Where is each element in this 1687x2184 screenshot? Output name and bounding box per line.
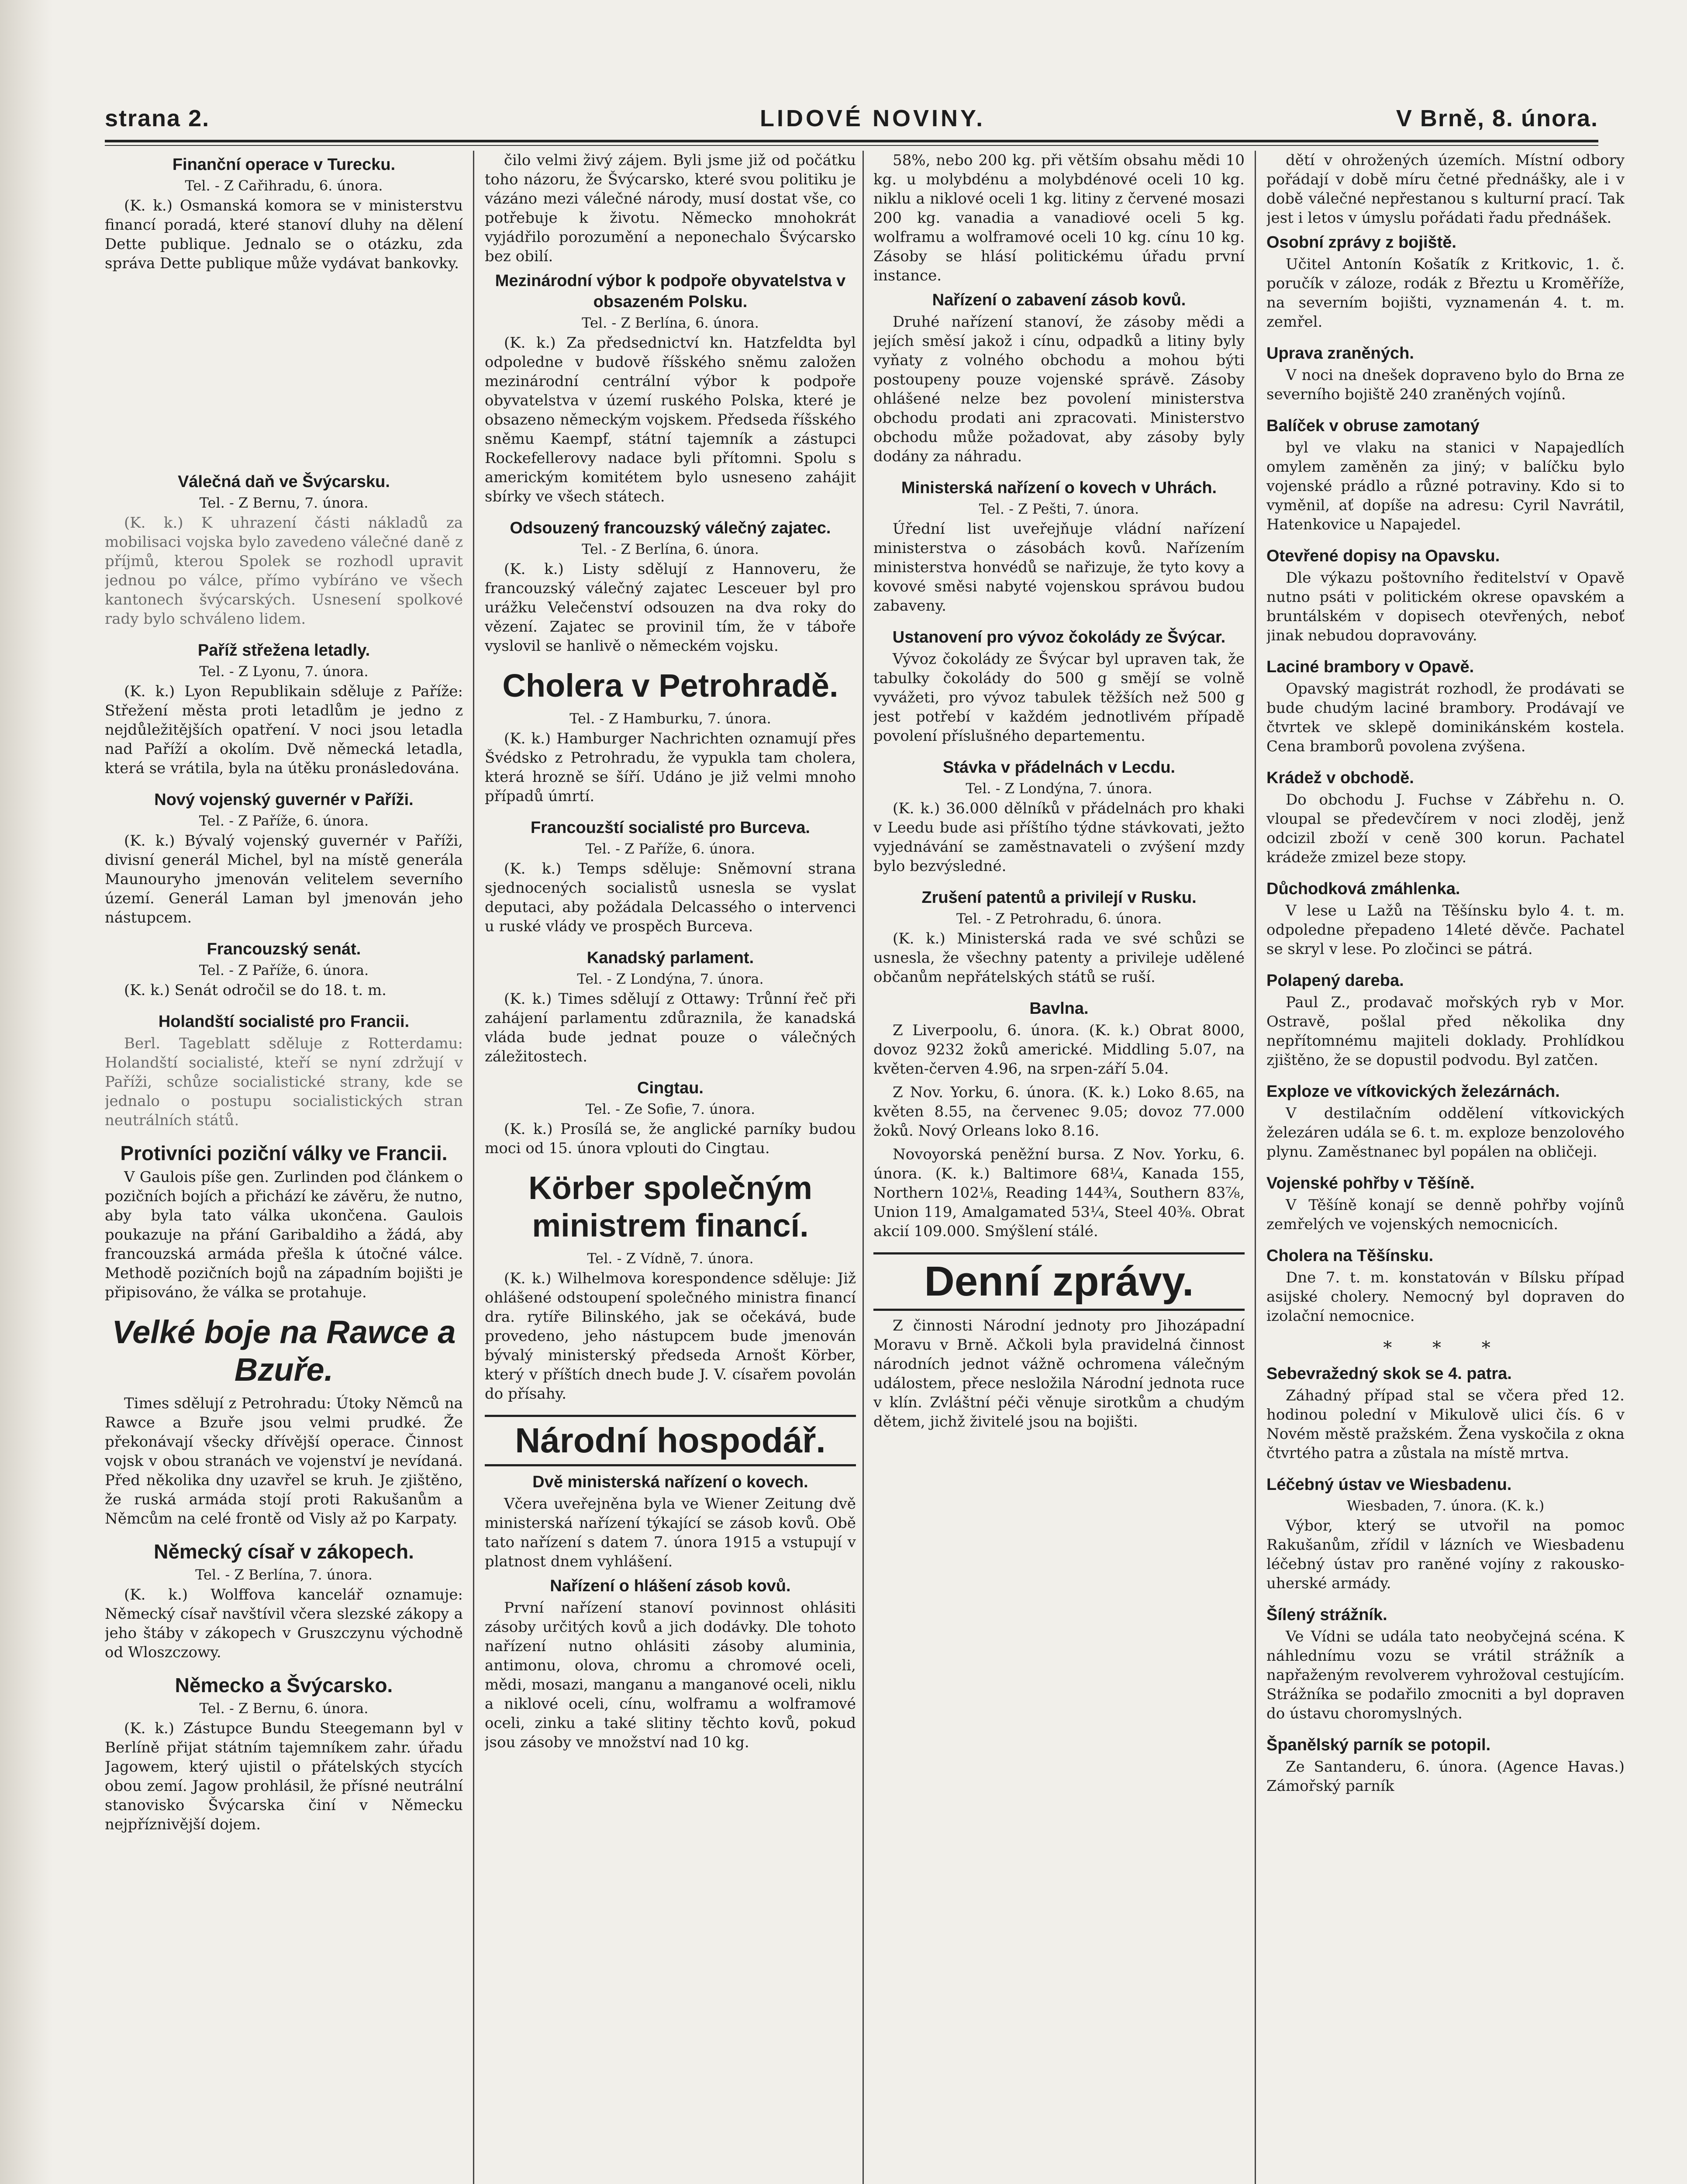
article <box>105 789 463 927</box>
news-text: V Těšíně konají se denně pohřby vojínů zemřelých ve vojenských nemocnicích. <box>1266 1196 1625 1233</box>
article <box>485 518 856 656</box>
article-title: Cingtau. <box>637 1079 704 1097</box>
news-text: V noci na dnešek dopraveno bylo do Brna ze severního bojiště 240 zraněných vojínů. <box>1266 366 1625 403</box>
article-subtitle: Nařízení o hlášení zásob kovů. <box>550 1577 791 1595</box>
article-text: Novoyorská peněžní bursa. Z Nov. Yorku, 6. února. (K. k.) Baltimore 68¼, Kanada 155, Northern 102⅛, Reading 144¾, Southern 83⅞, Union 119, Amalgamated 53¼, Steel 40⅜. Obrat akcií 109.000. Smýšlení stálé. <box>873 1146 1245 1240</box>
article-dateline: Tel. - Z Vídně, 7. února. <box>587 1250 754 1267</box>
section <box>485 1415 856 1752</box>
article <box>105 154 463 273</box>
article-title: Stávka v přádelnách v Lecdu. <box>942 758 1176 777</box>
article-title: Holandští socialisté pro Francii. <box>158 1013 410 1031</box>
article <box>105 1011 463 1130</box>
news-text: Opavský magistrát rozhodl, že prodávati se bude chudým laciné brambory. Prodávají ve čtvrtek ve sklepě dominikánském kostela. Cena bramborů povolena zvýšena. <box>1266 680 1625 755</box>
article-text: (K. k.) Hamburger Nachrichten oznamují přes Švédsko z Petrohradu, že vypukla tam cholera, která hrozně se šíří. Udáno je již velmi mnoho případů úmrtí. <box>485 730 856 805</box>
blank-space <box>105 284 463 468</box>
article-text: (K. k.) Times sdělují z Ottawy: Trůnní řeč při zahájení parlamentu zdůraznila, že kanadská vláda bude jednat pouze o válečných záležitostech. <box>485 990 856 1065</box>
news-title: Polapený dareba. <box>1266 971 1404 990</box>
article-text: (K. k.) Wilhelmova korespondence sděluje: Již ohlášené odstoupení společného ministra financí dra. rytíře Bilinského, jak se očekává, bude provedeno, jeho nástupcem bude jmenován bývalý ministerský předseda Arnošt Körber, který v příštích dnech bude J. V. císařem povolán do přísahy. <box>485 1270 856 1403</box>
news-item <box>1266 767 1625 867</box>
news-title: Šílený strážník. <box>1266 1606 1387 1624</box>
article <box>105 1540 463 1662</box>
section <box>873 1252 1245 1431</box>
article-dateline: Tel. - Z Paříže, 6. února. <box>199 962 369 978</box>
column-divider <box>1255 151 1256 2184</box>
article-dateline: Tel. - Z Londýna, 7. února. <box>966 780 1152 797</box>
news-title: Balíček v obruse zamotaný <box>1266 417 1480 435</box>
article <box>485 947 856 1066</box>
article-title: Mezinárodní výbor k podpoře obyvatelstva v obsazeném Polsku. <box>495 272 846 311</box>
news-title: Otevřené dopisy na Opavsku. <box>1266 547 1500 565</box>
news-item <box>1266 1735 1625 1796</box>
column-4 <box>1266 151 1625 2184</box>
article-title: Ustanovení pro vývoz čokolády ze Švýcar. <box>892 628 1226 646</box>
article-title: Německo a Švýcarsko. <box>175 1674 393 1697</box>
article-title: Finanční operace v Turecku. <box>172 156 396 174</box>
header-rule <box>105 140 1598 142</box>
news-text: Učitel Antonín Košatík z Kritkovic, 1. č. poručík v záloze, rodák z Březtu u Kroměříže, na severním bojišti, vyznamenán 4. t. m. zemřel. <box>1266 256 1625 331</box>
news-item <box>1266 970 1625 1070</box>
article-title: Nařízení o zabavení zásob kovů. <box>932 291 1186 309</box>
article-text: Včera uveřejněna byla ve Wiener Zeitung dvě ministerská nařízení týkající se zásob kovů. Obě tato nařízení s datem 7. února 1915 a vstupují v platnost dnem vyhlášení. <box>485 1495 856 1570</box>
article <box>873 887 1245 987</box>
article-title: Bavlna. <box>1029 999 1089 1018</box>
news-title: Sebevražedný skok se 4. patra. <box>1266 1365 1512 1383</box>
news-text: Dle výkazu poštovního ředitelství v Opavě nutno psáti v politickém okrese opavském a bruntálském v dopisech otevřených, neboť jinak nebudou dopravovány. <box>1266 569 1625 644</box>
header-rule-thin <box>105 145 1598 146</box>
article <box>485 667 856 806</box>
article-title: Cholera v Petrohradě. <box>502 667 838 704</box>
article <box>873 627 1245 746</box>
section-title: Denní zprávy. <box>873 1252 1245 1311</box>
newspaper-title: LIDOVÉ NOVINY. <box>760 105 986 131</box>
news-item <box>1266 415 1625 534</box>
article-text: Berl. Tageblatt sděluje z Rotterdamu: Holandští socialisté, kteří se nyní zdržují v Paříži, schůze socialistické strany, kde se jednalo o postupu socialistických stran neutrálních států. <box>105 1035 463 1129</box>
news-text: byl ve vlaku na stanici v Napajedlích omylem zaměněn za jiný; v balíčku bylo vojenské prádlo a různé potraviny. Kdo si to vyměnil, ať dopíše na adresu: Cyril Navrátil, Hatenkovice u Napajedel. <box>1266 439 1625 533</box>
article-dateline: Tel. - Z Cařihradu, 6. února. <box>185 177 383 194</box>
article <box>105 1673 463 1834</box>
article-title: Dvě ministerská nařízení o kovech. <box>532 1473 808 1491</box>
article-text: (K. k.) Zástupce Bundu Steegemann byl v Berlíně přijat státním tajemníkem zahr. úřadu Jagowem, který ujistil o přátelských stycích obou zemí. Jagow prohlásil, že přísné neutrální stanovisko Švýcarska činí v Německu nejpříznivější dojem. <box>105 1720 463 1833</box>
news-text: V lese u Lažů na Těšínsku bylo 4. t. m. odpoledne přepadeno 14leté děvče. Pachatel se skryl v lese. Po zločinci se pátrá. <box>1266 902 1625 958</box>
article-text: (K. k.) 36.000 dělníků v přádelnách pro khaki v Leedu bude asi příštího týdne stávkovati, ježto vyjednávání se zaměstnavateli o zvýšení mzdy bylo bezvýsledné. <box>873 800 1245 875</box>
news-item <box>1266 343 1625 404</box>
article-text: (K. k.) Lyon Republikain sděluje z Paříže: Střežení města proti letadlům je jedno z nejdůležitějších opatření. V noci jsou letadla nad Paříží a okolím. Dvě německá letadla, která se vrátila, byla na útěku pronásledována. <box>105 683 463 777</box>
article-title: Odsouzený francouzský válečný zajatec. <box>510 519 831 537</box>
news-text: Dne 7. t. m. konstatován v Bílsku případ asijské cholery. Nemocný byl dopraven do izolační nemocnice. <box>1266 1269 1625 1325</box>
news-item <box>1266 657 1625 756</box>
column-1 <box>105 151 463 2184</box>
article-continuation: dětí v ohrožených územích. Místní odbory pořádají v době míru četné přednášky, ale i v době válečné nepřestanou s kulturní prací. Tak jest i letos v úmyslu pořádati řadu přednášek. <box>1266 152 1625 227</box>
article-text: (K. k.) Ministerská rada ve své schůzi se usnesla, že všechny patenty a privileje udělené občanům nepřátelských států se ruší. <box>873 930 1245 986</box>
column-divider <box>473 151 474 2184</box>
article-title: Körber společným ministrem financí. <box>528 1170 812 1244</box>
news-item <box>1266 878 1625 959</box>
article-title: Francouzský senát. <box>207 940 361 958</box>
news-item <box>1266 1363 1625 1463</box>
article-text: (K. k.) Bývalý vojenský guvernér v Paříži, divisní generál Michel, byl na místě generála Maunouryho jmenován velitelem severního území. Generál Laman byl jmenován jeho nástupcem. <box>105 832 463 926</box>
article-title: Zrušení patentů a privilejí v Rusku. <box>921 888 1197 907</box>
article <box>873 757 1245 876</box>
article-title: Kanadský parlament. <box>586 949 754 967</box>
article-text: Úřední list uveřejňuje vládní nařízení ministerstva o zásobách kovů. Nařízením ministerstva honvédů se nařizuje, že tyto kovy a kovové směsi nabyté vojenskou správou budou zabaveny. <box>873 520 1245 615</box>
article <box>105 1313 463 1528</box>
article <box>485 1078 856 1158</box>
news-item <box>1266 232 1625 332</box>
page-edge <box>0 0 52 2184</box>
article-continuation: čilo velmi živý zájem. Byli jsme již od počátku toho názoru, že Švýcarsko, které svou politiku je vázáno mezi válečné národy, musí dostat vše, co potřebuje k životu. Německo mnohokrát vyjádřilo porozumění a neponechalo Švýcarsko bez obilí. <box>485 152 856 265</box>
news-item <box>1266 546 1625 645</box>
article-text: Druhé nařízení stanoví, že zásoby mědi a jejích směsí jakož i cínu, odpadků a litiny byly vyňaty z volného obchodu a mohou býti postoupeny pouze vojenské správě. Zásoby ohlášené nelze bez povolení ministerstva obchodu prodati ani zpracovati. Ministerstvo obchodu může požadovat, aby zásoby byly dodány za náhradu. <box>873 313 1245 465</box>
article-text: (K. k.) Listy sdělují z Hannoveru, že francouzský válečný zajatec Lesceuer byl pro urážku Velečenství odsouzen na dva roky do vězení. Zajatec se provinil tím, že v táboře vyslovil se hanlivě o německém vojsku. <box>485 560 856 655</box>
news-title: Osobní zprávy z bojiště. <box>1266 233 1456 252</box>
news-title: Španělský parník se potopil. <box>1266 1736 1491 1754</box>
news-dateline: Wiesbaden, 7. února. (K. k.) <box>1346 1497 1545 1514</box>
column-divider <box>862 151 864 2184</box>
column-2 <box>485 151 856 2184</box>
news-text: Do obchodu J. Fuchse v Zábřehu n. O. vloupal se předevčírem v noci zloděj, jenž odcizil zboží v ceně 300 korun. Pachatel krádeže zmizel beze stopy. <box>1266 791 1625 866</box>
article-dateline: Tel. - Z Bernu, 6. února. <box>199 1700 369 1717</box>
news-item <box>1266 1081 1625 1161</box>
article <box>873 290 1245 466</box>
article-title: Německý císař v zákopech. <box>154 1540 414 1563</box>
article-text: Z činnosti Národní jednoty pro Jihozápadní Moravu v Brně. Ačkoli byla pravidelná činnost národních jednot vážně ochromena válečným událostem, přece nesložila Národní jednota ruce v klín. Zvláštní péči věnuje sirotkům a chudým dětem, jichž živitelé jsou na bojišti. <box>873 1317 1245 1431</box>
article-text: (K. k.) Senát odročil se do 18. t. m. <box>124 981 386 999</box>
article-text: Z Liverpoolu, 6. února. (K. k.) Obrat 8000, dovoz 9232 žoků americké. Middling 5.07, na květen-červen 4.96, na srpen-září 5.04. <box>873 1022 1245 1078</box>
article <box>873 477 1245 615</box>
article-title: Protivníci poziční války ve Francii. <box>120 1142 448 1165</box>
masthead <box>105 105 1598 144</box>
article-title: Francouzští socialisté pro Burceva. <box>531 819 810 837</box>
article <box>105 471 463 629</box>
article-dateline: Tel. - Z Petrohradu, 6. února. <box>956 910 1162 927</box>
article-text: (K. k.) Osmanská komora se v ministerstvu financí poradá, které stanoví dluhy na dělení Dette publique. Jednalo se o otázku, zda správa Dette publique může vydávat bankovky. <box>105 197 463 272</box>
article <box>105 1141 463 1302</box>
article-dateline: Tel. - Z Lyonu, 7. února. <box>199 663 369 680</box>
news-title: Uprava zraněných. <box>1266 344 1414 363</box>
news-title: Cholera na Těšínsku. <box>1266 1247 1434 1265</box>
issue-date: V Brně, 8. února. <box>1396 105 1598 131</box>
news-title: Vojenské pohřby v Těšíně. <box>1266 1174 1475 1192</box>
column-3 <box>873 151 1245 2184</box>
article-text: (K. k.) Prosílá se, že anglické parníky budou moci od 15. února vplouti do Cingtau. <box>485 1120 856 1157</box>
news-item <box>1266 1474 1625 1593</box>
news-title: Laciné brambory v Opavě. <box>1266 658 1474 676</box>
article-title: Paříž střežena letadly. <box>197 641 370 660</box>
article-text: Times sdělují z Petrohradu: Útoky Němců na Rawce a Bzuře jsou velmi prudké. Že překonávají všecky dřívější operace. Činnost vojsk v obou stranách ve vojenství je nevídaná. Před několika dny uzavřel se kruh. Je zjištěno, že ruská armáda stojí proti Rakušanům a Němcům na celé frontě od Visly až po Karpaty. <box>105 1395 463 1527</box>
article-title: Velké boje na Rawce a Bzuře. <box>112 1314 456 1388</box>
article-dateline: Tel. - Z Berlína, 6. února. <box>582 541 759 557</box>
article-dateline: Tel. - Z Londýna, 7. února. <box>577 971 764 987</box>
article-dateline: Tel. - Z Pešti, 7. února. <box>979 501 1139 517</box>
article-text: Vývoz čokolády ze Švýcar byl upraven tak, že tabulky čokolády do 500 g smějí se volně vyvážeti, pro vývoz tabulek těžších než 500 g jest potřebí v každém jednotlivém případě povolení příslušného departementu. <box>873 650 1245 745</box>
article <box>485 1169 856 1403</box>
article-text: První nařízení stanoví povinnost ohlásiti zásoby určitých kovů a jich dodávky. Dle tohoto nařízení nutno ohlásiti zásoby aluminia, antimonu, olova, chromu a chromové oceli, mědi, mosazi, manganu a manganové oceli, niklu a niklové oceli, cínu, wolframu a wolframové oceli, zinku a také slitiny těchto kovů, pokud jsou zásoby ve množství nad 10 kg. <box>485 1599 856 1751</box>
news-text: Paul Z., prodavač mořských ryb v Mor. Ostravě, pošlal před několika dny nepřítomnému majiteli doklady. Prohlídkou zjištěno, že se dopustil podvodu. Byl zatčen. <box>1266 994 1625 1069</box>
article <box>485 817 856 936</box>
article-dateline: Tel. - Z Paříže, 6. února. <box>199 812 369 829</box>
news-item <box>1266 1604 1625 1723</box>
news-text: Výbor, který se utvořil na pomoc Rakušanům, zřídil v lázních ve Wiesbadenu léčebný ústav pro raněné vojíny z rakousko-uherské armády. <box>1266 1517 1625 1592</box>
article-text: (K. k.) Temps sděluje: Sněmovní strana sjednocených socialistů usnesla se vyslat deputaci, aby požádala Delcassého o intervenci u ruské vlády ve prospěch Burceva. <box>485 860 856 935</box>
article-dateline: Tel. - Z Bernu, 7. února. <box>199 494 369 511</box>
section-separator: * * * <box>1383 1338 1508 1358</box>
news-item <box>1266 1245 1625 1326</box>
news-title: Léčebný ústav ve Wiesbadenu. <box>1266 1476 1512 1494</box>
article-title: Ministerská nařízení o kovech v Uhrách. <box>901 479 1217 497</box>
page-number: strana 2. <box>105 105 210 131</box>
article-text: (K. k.) Za předsednictví kn. Hatzfeldta byl odpoledne v budově říšského sněmu založen mezinárodní centrální výbor k podpoře obyvatelstva v území ruského Polska, které je obsazeno německým vojskem. Předseda říšského sněmu Kaempf, státní tajemník a zástupci Rockefellerovy nadace byli přítomni. Spolu s americkým komitétem bylo usneseno zahájit sbírky ve všech státech. <box>485 334 856 505</box>
article-continuation: 58%, nebo 200 kg. při větším obsahu mědi 10 kg. u molybdénu a molybdénové oceli 10 kg. niklu a niklové oceli 1 kg. litiny z červené mosazi 200 kg. vanadia a vanadiové oceli 5 kg. wolframu a wolframové oceli 10 kg. cínu 10 kg. Zásoby se hlásí politickému úřadu první instance. <box>873 152 1245 284</box>
article <box>485 270 856 506</box>
news-text: V destilačním oddělení vítkovických železáren udála se 6. t. m. exploze benzolového plynu. Zaměstnanec byl popálen na obličeji. <box>1266 1105 1625 1161</box>
news-item <box>1266 1173 1625 1234</box>
news-title: Důchodková zmáhlenka. <box>1266 880 1460 898</box>
article <box>105 640 463 778</box>
article-title: Nový vojenský guvernér v Paříži. <box>154 791 414 809</box>
article-dateline: Tel. - Ze Sofie, 7. února. <box>585 1101 756 1117</box>
article <box>105 939 463 1000</box>
article-dateline: Tel. - Z Hamburku, 7. února. <box>569 710 771 727</box>
article-dateline: Tel. - Z Paříže, 6. února. <box>585 840 756 857</box>
article-title: Válečná daň ve Švýcarsku. <box>178 473 390 491</box>
news-title: Exploze ve vítkovických železárnách. <box>1266 1082 1560 1101</box>
article-text: V Gaulois píše gen. Zurlinden pod článkem o pozičních bojích a přichází ke závěru, že nutno, aby byla tato válka ukončena. Gaulois poukazuje na přání Garibaldiho a žádá, aby francouzská armáda přešla k útočné válce. Methodě pozičních bojů na západním bojišti je připisováno, že válka se protahuje. <box>105 1168 463 1301</box>
news-text: Ze Santanderu, 6. února. (Agence Havas.) Zámořský parník <box>1266 1758 1625 1795</box>
news-title: Krádež v obchodě. <box>1266 769 1414 787</box>
section-title: Národní hospodář. <box>485 1415 856 1466</box>
article-text: (K. k.) Wolffova kancelář oznamuje: Německý císař navštívil včera slezské zákopy a jeho štáby v zákopech v Gruszczynu východně od Wloszczowy. <box>105 1586 463 1661</box>
news-text: Ve Vídni se udála tato neobyčejná scéna. K náhlednímu vozu se vrátil strážník a napřaženým revolverem vyhrožoval cestujícím. Strážníka se podařilo zmocniti a byl dopraven do ústavu choromyslných. <box>1266 1628 1625 1722</box>
article-text: Z Nov. Yorku, 6. února. (K. k.) Loko 8.65, na květen 8.55, na červenec 9.05; dovoz 77.000 žoků. Nový Orleans loko 8.16. <box>873 1084 1245 1140</box>
article-text: (K. k.) K uhrazení části nákladů za mobilisaci vojska bylo zavedeno válečné daně z příjmů, kterou Spolek se rozhodl upravit jednou po válce, přímo vybíráno ve všech kantonech švýcarských. Usnesení spolkové rady bylo schváleno lidem. <box>105 514 463 628</box>
news-text: Záhadný případ stal se včera před 12. hodinou polední v Mikulově ulici čís. 6 v Novém městě pražském. Žena vyskočila z okna čtvrtého patra a zůstala na místě mrtva. <box>1266 1387 1625 1462</box>
article-dateline: Tel. - Z Berlína, 6. února. <box>582 314 759 331</box>
article <box>873 998 1245 1241</box>
article-dateline: Tel. - Z Berlína, 7. února. <box>195 1566 373 1583</box>
